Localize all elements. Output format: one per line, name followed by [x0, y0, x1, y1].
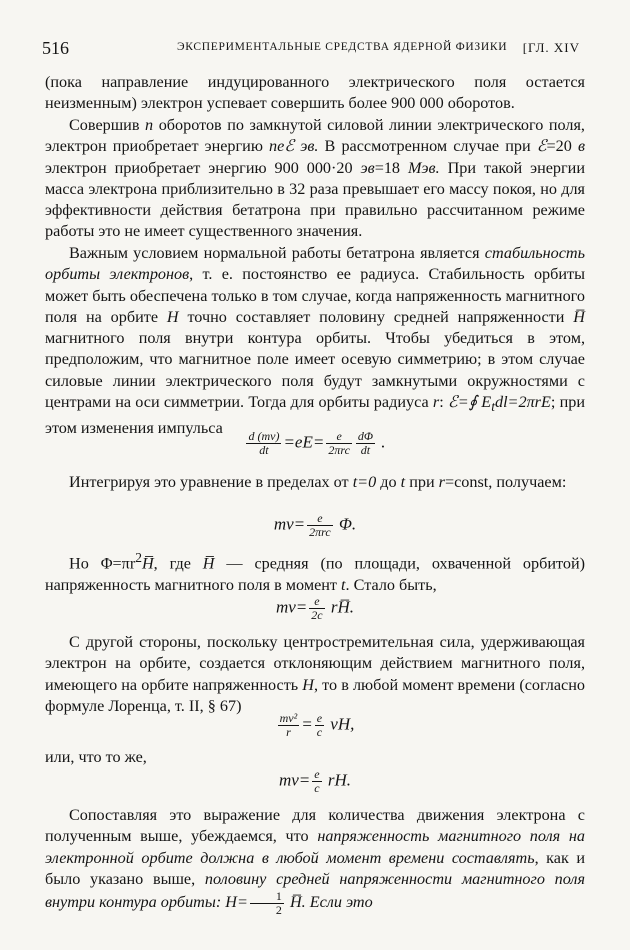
equation-5: mv= $\frac{e}{c}$ rH. [278, 767, 352, 795]
paragraph-5: Но $\Phi=\pi r^2H̅$, где H̅ — средняя (по площади, охваченной орбитой) напряженность магнитного поля в момент t. Стало быть, [45, 550, 585, 594]
equation-3: mv= $\frac{e}{2c}$ rH̅. [275, 594, 355, 622]
paragraph-4: Интегрируя это уравнение в пределах от t=0 до t при r=const, получаем: [69, 473, 567, 491]
equation-4: $\frac{\text{mv²}}{r}$ = $\frac{e}{c}$ vH, [279, 711, 355, 739]
paragraph-7: или, что то же, [45, 748, 147, 766]
page-header [34, 38, 580, 58]
paragraph-6: С другой стороны, поскольку центростремительная сила, удерживающая электрон на орбите, создается отклоняющим действием магнитного поля, имеющего на орбите напряженность H, то в любой момент времени (согласно формуле Лоренца, т. II, § 67) [45, 633, 586, 715]
page-number: 516 [42, 38, 69, 58]
paragraph-2: Совершив n оборотов по замкнутой силовой линии электрического поля, электрон приобретает энергию neℰ эв. В рассмотренном случае при ℰ=20 в электрон приобретает энергию 900 000·20 эв=18 Мэв. При такой энергии масса электрона приблизительно в 32 раза превышает его массу покоя, но для эффективности действия бетатрона при правильно рассчитанном режиме работы это не имеет существенного значения. [45, 116, 585, 241]
equation-2: mv= e 2πrc Φ. [273, 511, 357, 539]
paragraph-8: Сопоставляя это выражение для количества движения электрона с полученным выше, убеждаемся, что напряженность магнитного поля на электронной орбите должна в любой момент времени составлять, как и было указано выше, половину средней напряженности магнитного поля внутри контура орбиты: H= $\frac{1}{2}$ H̅. Если это [45, 806, 586, 918]
running-title: ЭКСПЕРИМЕНТАЛЬНЫЕ СРЕДСТВА ЯДЕРНОЙ ФИЗИКИ [177, 41, 508, 53]
chapter-label: [ГЛ. XIV [522, 40, 580, 55]
paragraph-3: Важным условием нормальной работы бетатрона является стабильность орбиты электронов, т. е. постоянство ее радиуса. Стабильность орбиты может быть обеспечена только в том случае, когда напряженность магнитного поля на орбите H точно составляет половину средней напряженности H̅ магнитного поля внутри контура орбиты. Чтобы убедиться в этом, предположим, что магнитное поле имеет осевую симметрию; в этом случае силовые линии электрического поля будут замкнутыми окружностями с центрами на оси симметрии. Тогда для орбиты радиуса r: ℰ=∮ $E_tdl=2\pi rE$; при этом изменения импульса [45, 244, 586, 437]
equation-1: $\frac{d (mv)}{dt}$ =eE= e 2πrc $\frac{d\Phi}{dt}$ . [248, 429, 386, 457]
paragraph-1: (пока направление индуцированного электрического поля остается неизменным) электрон успевает совершить более 900 000 оборотов. [45, 73, 585, 113]
